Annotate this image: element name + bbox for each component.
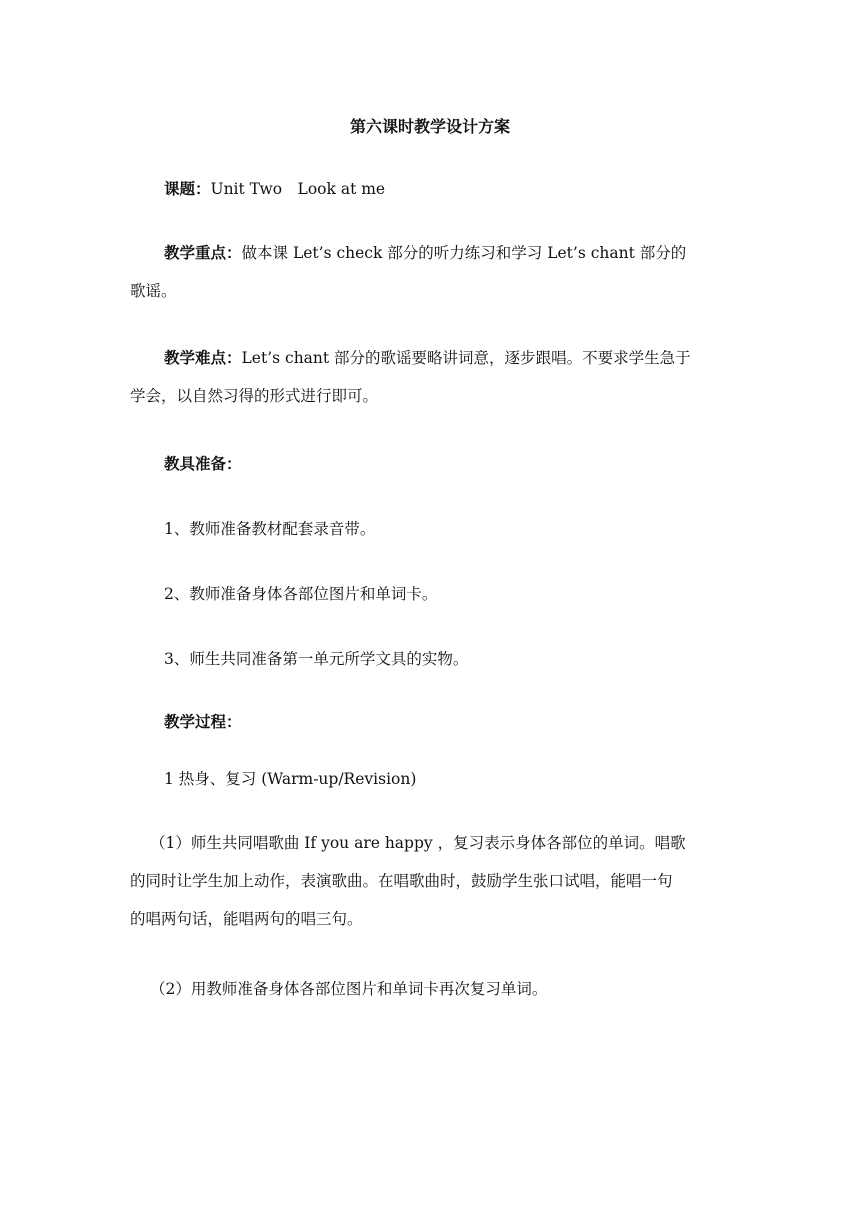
process-step-1-continuation (130, 900, 730, 938)
key-points-paragraph (130, 234, 730, 272)
difficulties-line-1: Let’s chant 部分的歌谣要略讲词意，逐步跟唱。不要求学生急于 (241, 349, 691, 367)
document-title: 第六课时教学设计方案 (349, 117, 510, 136)
process-section-1 (130, 760, 730, 798)
materials-item (130, 510, 730, 548)
topic-text: Unit Two Look at me (210, 180, 386, 198)
difficulties-continuation (130, 377, 730, 415)
key-points-continuation (130, 272, 730, 310)
materials-item (130, 640, 730, 678)
process-step-1-line-2: 的同时让学生加上动作，表演歌曲。在唱歌曲时，鼓励学生张口试唱，能唱一句 (130, 872, 673, 890)
materials-item-2: 2、教师准备身体各部位图片和单词卡。 (164, 585, 438, 603)
key-points-line-2: 歌谣。 (130, 282, 177, 300)
process-step-1-continuation (130, 862, 730, 900)
process-step-1-line-3: 的唱两句话，能唱两句的唱三句。 (130, 910, 363, 928)
materials-label: 教具准备： (164, 454, 242, 473)
difficulties-label: 教学难点： (164, 348, 242, 367)
materials-heading (130, 445, 730, 483)
process-step-1-line-1: （1）师生共同唱歌曲 If you are happy ，复习表示身体各部位的单词。唱歌 (150, 834, 686, 852)
difficulties-line-2: 学会，以自然习得的形式进行即可。 (130, 387, 379, 405)
materials-item-3: 3、师生共同准备第一单元所学文具的实物。 (164, 650, 469, 668)
difficulties-paragraph (130, 339, 730, 377)
process-step-2 (150, 970, 740, 1008)
key-points-line-1: 做本课 Let’s check 部分的听力练习和学习 Let’s chant 部分的 (241, 244, 687, 262)
topic-paragraph (130, 170, 730, 208)
process-label: 教学过程： (164, 712, 242, 731)
process-section-1-text: 1 热身、复习 (Warm-up/Revision) (164, 770, 417, 788)
process-step-2-text: （2）用教师准备身体各部位图片和单词卡再次复习单词。 (150, 980, 548, 998)
process-step-1 (150, 824, 740, 862)
key-points-label: 教学重点： (164, 243, 242, 262)
process-heading (130, 703, 730, 741)
materials-item (130, 575, 730, 613)
topic-label: 课题： (164, 179, 211, 198)
materials-item-1: 1、教师准备教材配套录音带。 (164, 520, 376, 538)
